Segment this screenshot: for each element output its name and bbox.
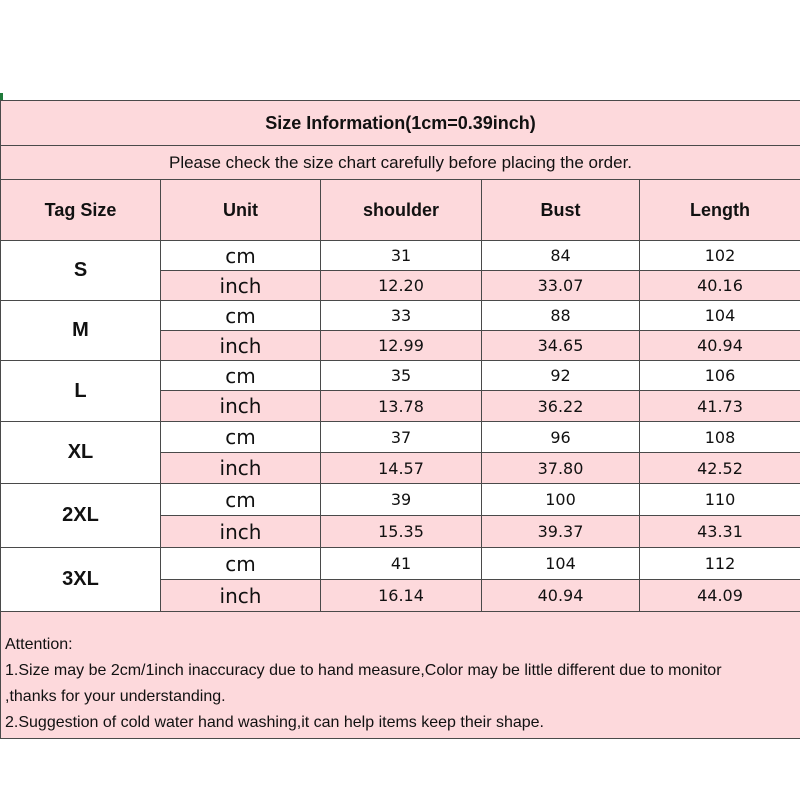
bust-cell: 37.80 — [482, 453, 640, 484]
shoulder-cell: 41 — [321, 548, 482, 580]
unit-cell: inch — [161, 331, 321, 361]
bust-cell: 84 — [482, 241, 640, 271]
shoulder-cell: 37 — [321, 422, 482, 453]
length-cell: 40.94 — [640, 331, 800, 361]
length-cell: 42.52 — [640, 453, 800, 484]
shoulder-cell: 39 — [321, 484, 482, 516]
unit-cell: cm — [161, 361, 321, 391]
unit-cell: cm — [161, 301, 321, 331]
bust-cell: 100 — [482, 484, 640, 516]
shoulder-cell: 33 — [321, 301, 482, 331]
header-row — [1, 180, 800, 241]
bust-cell: 96 — [482, 422, 640, 453]
unit-cell: inch — [161, 580, 321, 612]
shoulder-cell: 15.35 — [321, 516, 482, 548]
unit-cell: cm — [161, 484, 321, 516]
note-line-2: ,thanks for your understanding. — [5, 688, 226, 705]
length-cell: 43.31 — [640, 516, 800, 548]
unit-cell: inch — [161, 391, 321, 422]
table-row — [1, 301, 800, 331]
length-cell: 104 — [640, 301, 800, 331]
chart-subtitle: Please check the size chart carefully before placing the order. — [1, 146, 800, 180]
shoulder-cell: 13.78 — [321, 391, 482, 422]
bust-cell: 33.07 — [482, 271, 640, 301]
note-line-3: 2.Suggestion of cold water hand washing,it can help items keep their shape. — [5, 714, 544, 731]
table-row — [1, 361, 800, 391]
tag-size-cell: M — [1, 301, 161, 361]
bust-cell: 36.22 — [482, 391, 640, 422]
chart-title: Size Information(1cm=0.39inch) — [1, 101, 800, 146]
size-chart — [0, 100, 800, 739]
bust-cell: 88 — [482, 301, 640, 331]
unit-cell: inch — [161, 516, 321, 548]
tag-size-cell: 3XL — [1, 548, 161, 612]
unit-cell: inch — [161, 453, 321, 484]
bust-cell: 92 — [482, 361, 640, 391]
tag-size-cell: 2XL — [1, 484, 161, 548]
length-cell: 108 — [640, 422, 800, 453]
length-cell: 40.16 — [640, 271, 800, 301]
length-cell: 41.73 — [640, 391, 800, 422]
length-cell: 106 — [640, 361, 800, 391]
length-cell: 110 — [640, 484, 800, 516]
tag-size-cell: XL — [1, 422, 161, 484]
size-table — [0, 100, 800, 739]
unit-cell: inch — [161, 271, 321, 301]
header-bust: Bust — [482, 180, 640, 241]
shoulder-cell: 31 — [321, 241, 482, 271]
unit-cell: cm — [161, 548, 321, 580]
table-row — [1, 422, 800, 453]
attention-heading: Attention: — [5, 636, 73, 653]
shoulder-cell: 12.20 — [321, 271, 482, 301]
note-line-1: 1.Size may be 2cm/1inch inaccuracy due to hand measure,Color may be little different due to monitor — [5, 662, 722, 679]
shoulder-cell: 35 — [321, 361, 482, 391]
shoulder-cell: 16.14 — [321, 580, 482, 612]
table-row — [1, 241, 800, 271]
length-cell: 44.09 — [640, 580, 800, 612]
shoulder-cell: 12.99 — [321, 331, 482, 361]
header-unit: Unit — [161, 180, 321, 241]
header-shoulder: shoulder — [321, 180, 482, 241]
header-length: Length — [640, 180, 800, 241]
tag-size-cell: L — [1, 361, 161, 422]
bust-cell: 104 — [482, 548, 640, 580]
unit-cell: cm — [161, 422, 321, 453]
bust-cell: 40.94 — [482, 580, 640, 612]
shoulder-cell: 14.57 — [321, 453, 482, 484]
unit-cell: cm — [161, 241, 321, 271]
table-row — [1, 548, 800, 580]
tag-size-cell: S — [1, 241, 161, 301]
length-cell: 112 — [640, 548, 800, 580]
header-tag-size: Tag Size — [1, 180, 161, 241]
table-row — [1, 484, 800, 516]
bust-cell: 39.37 — [482, 516, 640, 548]
length-cell: 102 — [640, 241, 800, 271]
attention-notes — [1, 612, 800, 739]
bust-cell: 34.65 — [482, 331, 640, 361]
